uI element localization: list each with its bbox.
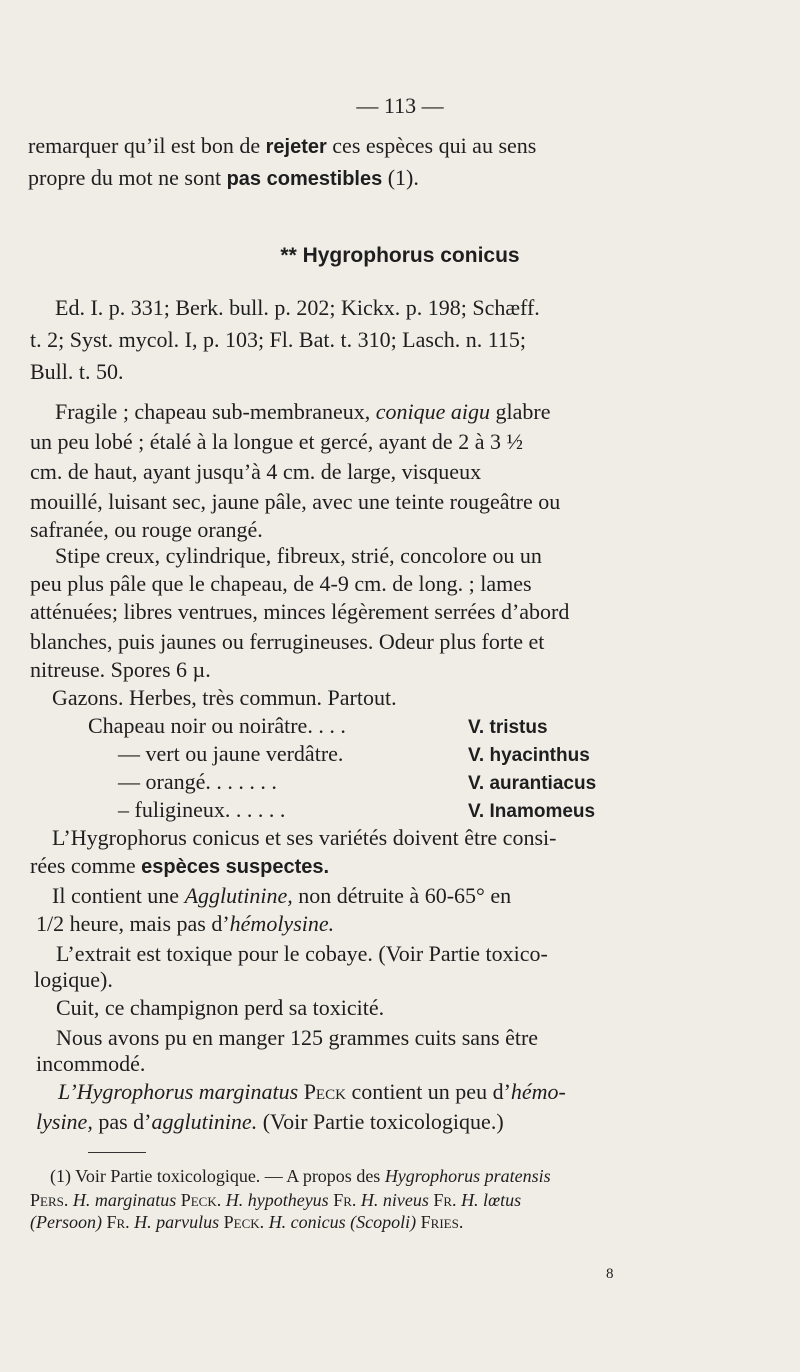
description-line: Fragile ; chapeau sub-membraneux, conique aigu glabre — [55, 399, 551, 424]
paragraph-line: Nous avons pu en manger 125 grammes cuits sans être — [56, 1025, 539, 1050]
description-line: cm. de haut, ayant jusqu’à 4 cm. de large, visqueux — [30, 459, 482, 484]
description-line: un peu lobé ; étalé à la longue et gercé, ayant de 2 à 3 ½ — [30, 429, 523, 454]
page-number: — 113 — — [356, 93, 444, 118]
text-line: propre du mot ne sont pas comestibles (1). — [28, 165, 419, 190]
reference-line: Ed. I. p. 331; Berk. bull. p. 202; Kickx. p. 198; Schæff. — [55, 295, 540, 320]
paragraph-line: L’Hygrophorus marginatus Peck contient un peu d’hémo- — [58, 1079, 566, 1104]
paragraph-line: L’Hygrophorus conicus et ses variétés doivent être consi- — [52, 825, 557, 850]
footnote-line: (1) Voir Partie toxicologique. — A propos des Hygrophorus pratensis — [50, 1166, 551, 1186]
paragraph-line: Il contient une Agglutinine, non détruite à 60-65° en — [52, 883, 512, 908]
footnote-line: Pers. H. marginatus Peck. H. hypotheyus Fr. H. niveus Fr. H. lœtus — [30, 1190, 522, 1210]
description-line: atténuées; libres ventrues, minces légèrement serrées d’abord — [30, 599, 570, 624]
variety-row: – fuligineux. . . . . . V. Inamomeus — [118, 797, 596, 822]
section-heading: ** Hygrophorus conicus — [280, 244, 520, 267]
footnote-rule — [88, 1152, 146, 1153]
paragraph-line: Cuit, ce champignon perd sa toxicité. — [56, 995, 385, 1020]
paragraph-line: incommodé. — [36, 1051, 146, 1076]
description-line: Stipe creux, cylindrique, fibreux, strié, concolore ou un — [55, 543, 542, 568]
paragraph-line: logique). — [34, 967, 113, 992]
variety-row: — vert ou jaune verdâtre. V. hyacinthus — [118, 741, 590, 766]
signature-mark: 8 — [606, 1266, 614, 1282]
description-line: blanches, puis jaunes ou ferrugineuses. Odeur plus forte et — [30, 629, 545, 654]
paragraph-line: L’extrait est toxique pour le cobaye. (Voir Partie toxico- — [56, 941, 548, 966]
habitat-line: Gazons. Herbes, très commun. Partout. — [52, 685, 397, 710]
paragraph-line: lysine, pas d’agglutinine. (Voir Partie toxicologique.) — [36, 1109, 504, 1134]
description-line: nitreuse. Spores 6 µ. — [30, 657, 211, 682]
reference-line: Bull. t. 50. — [30, 359, 124, 384]
description-line: safranée, ou rouge orangé. — [30, 517, 263, 542]
description-line: mouillé, luisant sec, jaune pâle, avec une teinte rougeâtre ou — [30, 489, 561, 514]
variety-row: — orangé. . . . . . . V. aurantiacus — [118, 769, 597, 794]
paragraph-line: 1/2 heure, mais pas d’hémolysine. — [36, 911, 335, 936]
variety-row: Chapeau noir ou noirâtre. . . . V. tristus — [88, 713, 548, 738]
paragraph-line: rées comme espèces suspectes. — [30, 853, 330, 878]
footnote-line: (Persoon) Fr. H. parvulus Peck. H. conicus (Scopoli) Fries. — [30, 1212, 464, 1232]
description-line: peu plus pâle que le chapeau, de 4-9 cm. de long. ; lames — [30, 571, 532, 596]
reference-line: t. 2; Syst. mycol. I, p. 103; Fl. Bat. t. 310; Lasch. n. 115; — [30, 327, 527, 352]
text-line: remarquer qu’il est bon de rejeter ces espèces qui au sens — [28, 133, 537, 158]
